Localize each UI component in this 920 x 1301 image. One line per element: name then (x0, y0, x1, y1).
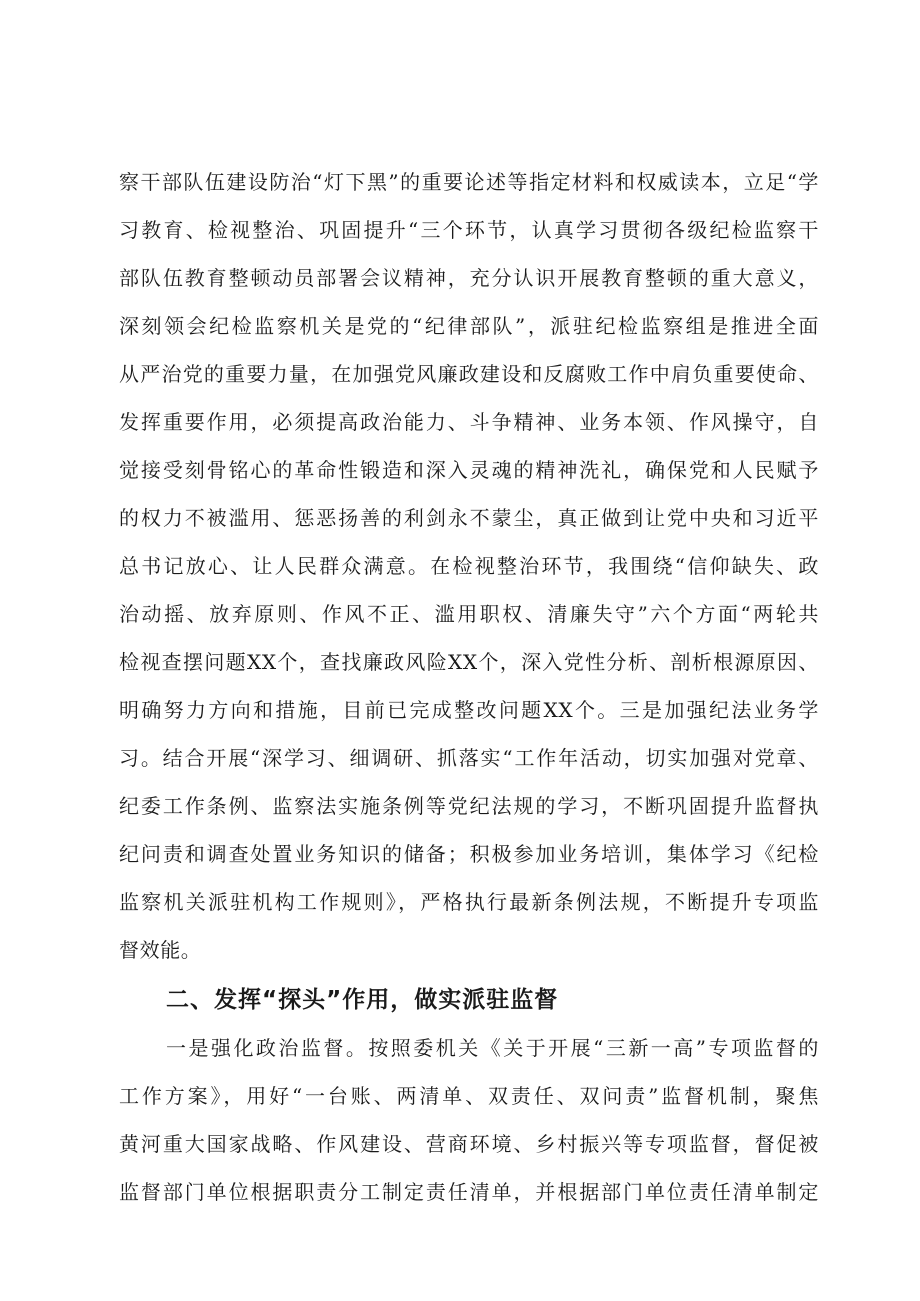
paragraph-line: 工作方案》，用好“一台账、两清单、双责任、双问责”监督机制，聚焦 (119, 1084, 819, 1108)
paragraph-line: 部队伍教育整顿动员部署会议精神，充分认识开展教育整顿的重大意义， (119, 266, 819, 290)
paragraph-line: 习。结合开展“深学习、细调研、抓落实“工作年活动，切实加强对党章、 (119, 746, 819, 770)
paragraph-line: 觉接受刻骨铭心的革命性锻造和深入灵魂的精神洗礼，确保党和人民赋予 (119, 458, 819, 482)
paragraph-line: 检视查摆问题XX个，查找廉政风险XX个，深入党性分析、剖析根源原因、 (119, 650, 819, 674)
paragraph-line: 深刻领会纪检监察机关是党的“纪律部队”，派驻纪检监察组是推进全面 (119, 314, 819, 338)
paragraph-line: 发挥重要作用，必须提高政治能力、斗争精神、业务本领、作风操守，自 (119, 410, 819, 434)
section-heading: 二、发挥“探头”作用，做实派驻监督 (166, 987, 559, 1013)
paragraph-line: 纪问责和调查处置业务知识的储备；积极参加业务培训，集体学习《纪检 (119, 842, 819, 866)
paragraph-line: 监察机关派驻机构工作规则》，严格执行最新条例法规，不断提升专项监 (119, 890, 819, 914)
paragraph-line: 察干部队伍建设防治“灯下黑”的重要论述等指定材料和权威读本，立足“学 (119, 170, 819, 194)
paragraph-line: 从严治党的重要力量，在加强党风廉政建设和反腐败工作中肩负重要使命、 (119, 362, 819, 386)
paragraph-line: 明确努力方向和措施，目前已完成整改问题XX个。三是加强纪法业务学 (119, 698, 819, 722)
paragraph-line: 治动摇、放弃原则、作风不正、滥用职权、清廉失守”六个方面“两轮共 (119, 602, 819, 626)
paragraph-line: 监督部门单位根据职责分工制定责任清单，并根据部门单位责任清单制定 (119, 1180, 819, 1204)
paragraph-line: 督效能。 (119, 938, 202, 962)
paragraph-line: 总书记放心、让人民群众满意。在检视整治环节，我围绕“信仰缺失、政 (119, 554, 819, 578)
paragraph-line: 黄河重大国家战略、作风建设、营商环境、乡村振兴等专项监督，督促被 (119, 1132, 819, 1156)
paragraph-line: 习教育、检视整治、巩固提升“三个环节，认真学习贯彻各级纪检监察干 (119, 218, 819, 242)
paragraph-line: 纪委工作条例、监察法实施条例等党纪法规的学习，不断巩固提升监督执 (119, 794, 819, 818)
paragraph-line: 的权力不被滥用、惩恶扬善的利剑永不蒙尘，真正做到让党中央和习近平 (119, 506, 819, 530)
paragraph-line: 一是强化政治监督。按照委机关《关于开展“三新一高”专项监督的 (166, 1036, 819, 1060)
